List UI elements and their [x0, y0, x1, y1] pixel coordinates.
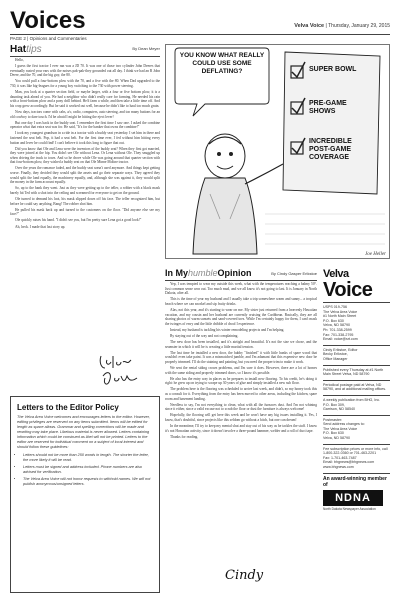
ndna-logo: NDNA — [323, 490, 383, 506]
publication-sidebar — [323, 268, 390, 593]
checklist-item-post-game: INCREDIBLE POST-GAME COVERAGE — [309, 138, 352, 161]
page-line: PAGE 2 | Opinions and Commentaries — [10, 36, 87, 41]
sidebar-title-bottom: Voice — [323, 279, 373, 301]
paragraph: Thanks for reading. — [170, 434, 199, 439]
letters-policy-box — [10, 396, 160, 593]
hat-tips-column — [10, 44, 160, 344]
opinion-title-suffix: Opinion — [217, 268, 252, 278]
speech-bubble-text: YOU KNOW WHAT REALLY COULD USE SOME DEFLATING? — [179, 52, 265, 75]
paragraph: Ole quickly raises his hand. "I didn't see you, but I'm pretty sure Lena got a good look!" — [15, 218, 142, 223]
sidebar-blocks — [323, 305, 390, 474]
letters-rule: • The Velva Area Voice will not honor requests to withhold names. We will not publish anonymous/unsigned letters. — [23, 477, 153, 487]
sidebar-divider — [323, 380, 390, 381]
paragraph: We sent the rental siding crown problems, and I'm sure it does. However, there are a lot of homes with the same siding and properly trimmed doors, so I know it's possible. — [165, 366, 317, 375]
award-text: An award-winning member of — [323, 475, 387, 488]
paragraph: You could pull a four-bottom plow with the 70, and a five with the 80. When Dad upgraded to the 730, it was like big-leagues for a young boy switching to the 730 with power steering. — [10, 79, 160, 88]
sidebar-divider — [323, 444, 390, 445]
masthead — [10, 8, 390, 34]
sidebar-title-top: Velva — [323, 268, 349, 280]
opinion-title-accent: humble — [188, 268, 218, 278]
checklist-item-pre-game: PRE-GAME SHOWS — [309, 100, 347, 115]
paragraph: Now days, tractors come with cabs, a/c, radio, computers, auto steering, and too many buttons for an old cowboy to dare touch. I'd be afraid I might be hitting the eject lever! — [10, 109, 160, 119]
sidebar-divider — [323, 395, 390, 396]
issue-separator: | — [324, 23, 329, 29]
opinion-column — [165, 268, 317, 593]
paragraph: But one day I was back in the buddy seat. I remember the first time I saw one. I asked the combine operator what that extra seat was for. He said, "It's for the banker that owns the combine!" — [10, 120, 160, 130]
opinion-title-prefix: In My — [165, 268, 189, 278]
paragraph: He pulled his mask back up and turned to the customers on the floor. "Did anyone else see my face?" — [10, 207, 160, 217]
hat-tips-byline: By Dean Meyer — [132, 46, 160, 51]
letters-policy-intro: The Velva Area Voice welcomes and encourages letters to the editor. However, editing privileges are reserved on any items submitted. Items will be edited for length as space allows. Grammar and spelling corrections will be made and rewriting may take place. Libelous material is never allowed. Letters containing information which could be construed as libel will not be printed. Letters to the editor are reserved for individual comment on a subject of local interest and should follow these guidelines: — [17, 415, 150, 449]
cindy-signature — [225, 568, 265, 588]
sidebar-divider — [323, 415, 390, 416]
paragraph: By staying out of the way and not complaining. — [170, 333, 239, 338]
paragraph: So, up to the bank they went. Just as they were getting up to the teller, a robber with a black mask barely hit Ted with a shot into the ceiling and screamed for everyone to get on the ground. — [10, 186, 160, 195]
hat-tips-title-main: Hat — [10, 44, 27, 55]
paragraph: I guess the first tractor I ever ran was a JD 70. It was one of those two cylinder John Deeres that eventually rusted your ears with the noises pak-pak-they grounded out all day. I think we had an R John Deere, and the 70, and the big guy, the 80. — [10, 64, 160, 78]
paragraph: The new door has been installed, and it's airtight and beautiful. It's not the size we chose, and the seamster in which it will be is creating a little marital tension. — [165, 340, 317, 349]
checklist-item-super-bowl: SUPER BOWL — [309, 66, 357, 73]
issue-date: Thursday, January 29, 2015 — [328, 23, 390, 29]
paragraph: Needless to say, I'm not everything to clean, what with all the furnaces dust. And I'm not whining since it either, since a valid excuse not to scrub the floor or dust the furniture is always welcome! — [165, 402, 317, 412]
dean-signature — [95, 350, 145, 390]
cindy-signature-text: Cindy — [225, 568, 264, 583]
sidebar-info-block: Published every Thursday at #1 North Main Street Velva, ND 58790 — [323, 367, 384, 377]
masthead-rule — [10, 34, 390, 35]
cartoon-credit: Joe Heller — [365, 252, 386, 257]
issue-line — [294, 23, 390, 29]
letters-policy-rules — [17, 453, 153, 487]
sidebar-info-block: Postmaster: Send address changes to: The Velva Area Voice P.O. Box 630 Velva, ND 58790 — [323, 417, 365, 441]
paragraph: Instead, my husband is tackling his winter remodeling projects and I'm helping. — [170, 327, 285, 332]
sidebar-divider — [323, 365, 390, 366]
paragraph: The problem here is the flooring was scheduled to arrive last week, and didn't, so my honey took this as a consult for it. Everything from the entry has been moved to other areas, including the kitchen, spare room and basement landing. — [165, 387, 317, 401]
paragraph: Ah, heck. I made that last story up. — [15, 224, 66, 229]
sidebar-info-block: USPS 019-756 The Velva Area Voice #1 North Main Street P.O. Box 630 Velva, ND 58790 Ph: 701-338-2599 Fax: 701-338-2795 Email: voice@srt.com — [323, 305, 358, 342]
paragraph: Ole turned to demand his loot, his mask slipped down off his face. The teller recognized him, but before he could say anything, Bang! The robber shot him. — [10, 197, 160, 206]
sidebar-info-block: Fee subscription prices or more info, call 1-800-322-0360 or 701-463-2201 Fax: 1-701-463-7487 Email: bhgnews@bhgnews.com www.bhgnews.com — [323, 446, 388, 470]
paragraph: The last time he installed a new door, the hubby "finished" it with little hunks of spare wood that wouldn't even take paint. It was a mismatched jumble, and I'm adamant that this expensive new door be properly trimmed. I'll do the staining and painting, but you need the proper trim to make it work. — [165, 350, 317, 364]
sidebar-rule — [323, 302, 390, 303]
paragraph: This is the time of year my husband and I usually take a trip somewhere warm and sunny... a tropical beach where we can snorkel and sip fruity drinks. — [165, 297, 317, 306]
hat-tips-title-accent: tips — [26, 44, 42, 55]
sidebar-info-block: Cindy Erikstoe, Editor Becky Erikstoe, Office Manager — [323, 347, 358, 361]
letters-rule: • Letters should not be more than 250 words in length. The shorter the letter, the more likely it will be read. — [23, 453, 153, 463]
paragraph: Hopefully, the flooring will get here this week and he won't have any big issues installing it. Yes, I know, that's doubtful, since projects like this seldom go without a hitch, but one can dream! — [165, 413, 317, 422]
paragraph: I took my youngest grandson in a ride in a tractor with a buddy seat yesterday. I set him in there and fastened the seat belt. Pop, it had a seat belt. For the first time ever, I fed without him hitting every button and lever he could find! I can't believe it took this long to figure that out. — [10, 131, 160, 145]
sidebar-title — [323, 268, 390, 300]
opinion-body — [165, 282, 317, 550]
sidebar-info-block: Periodical postage paid at Velva, ND 58790, and at additional mailing offices. — [323, 382, 387, 392]
sidebar-info-block: A weekly publication from BHG, Inc. P.O. Box 309, Garrison, ND 58540 — [323, 397, 381, 412]
hat-tips-body — [10, 58, 160, 340]
sidebar-divider — [323, 345, 390, 346]
sidebar-divider — [323, 473, 390, 474]
opinion-rule — [165, 280, 317, 281]
opinion-byline: By Cindy Gasper Erikstoe — [271, 271, 317, 276]
hat-tips-rule — [10, 56, 160, 57]
editorial-cartoon — [165, 44, 390, 259]
section-title: Voices — [10, 7, 86, 34]
paragraph: Man, you look at a quarter section field, or maybe larger, with a four or five bottom plow, it is a daunting task ahead of you. We had a neighbor who didn't really care for farming. He needed his rain with a front-bottom plow and a pony drill behind. He'd farm a while, and then take a little time off. And his crop grew accordingly. But he said it worked out well, because he didn't like to haul too much grain. — [10, 90, 160, 108]
paragraph: Did you know that Ole and Lena were the inventors of the buddy seat? When they first got married, they were joined at the hip. You didn't see Ole without Lena. Or Lena without Ole. They snuggled up when driving the truck to town. And so he drove while Ole was going around that quarter section with that four-bottom plow, they wished a buddy seat on that Ole Minne Moline tractor. — [10, 146, 160, 165]
paragraph: Over the years the romance faded, and the buddy seat wasn't used anymore. And things kept getting worse. Finally, they decided they would split the assets and go their separate ways. They agreed they would split the land equally, the machinery equally, and, although she was against it, they would split the money in the farm account equally. — [10, 166, 160, 185]
paragraph: In the meantime, I'll try to keep my mental shut and stay out of his way as he tackles the stuff. I know it's not Hawaiian activity, since it doesn't involve a three-pound hammer, welder and a roll of duct tape. — [165, 424, 317, 433]
paragraph: Hello, — [15, 58, 24, 62]
letters-policy-title: Letters to the Editor Policy — [17, 403, 119, 412]
paragraph: He also has the entry way in places as he prepares to install new flooring. To his credit, he's doing it right: he grew up on trying to scrape up 30 years of glue and simply installed a new sub floor. — [165, 376, 317, 386]
ndna-subtitle: North Dakota Newspaper Association — [323, 506, 376, 511]
paragraph: Alas, not this year, and it's starting to wear on me. My sister just returned from a heavenly Hawaiian vacation, and my cousin and her husband are currently cruising the Caribbean. Basically, they are all sharing photos of warm sunsets and sand-covered toes. While I'm certainly happy for them, I can't mask the twinges of envy and the little dribble of drool I experience. — [165, 307, 317, 326]
letters-rule: • Letters must be signed and address included. Phone numbers are also advised for verification. — [23, 465, 153, 475]
paragraph: Yep, I was tempted to wear my outside this week, what with the temperatures reaching a balmy 50°. Just common sense won out. Too much mud, and we all know it's not going to last. It is January in North Dakota, after all. — [165, 282, 317, 296]
paper-name: Velva Voice — [294, 23, 325, 29]
